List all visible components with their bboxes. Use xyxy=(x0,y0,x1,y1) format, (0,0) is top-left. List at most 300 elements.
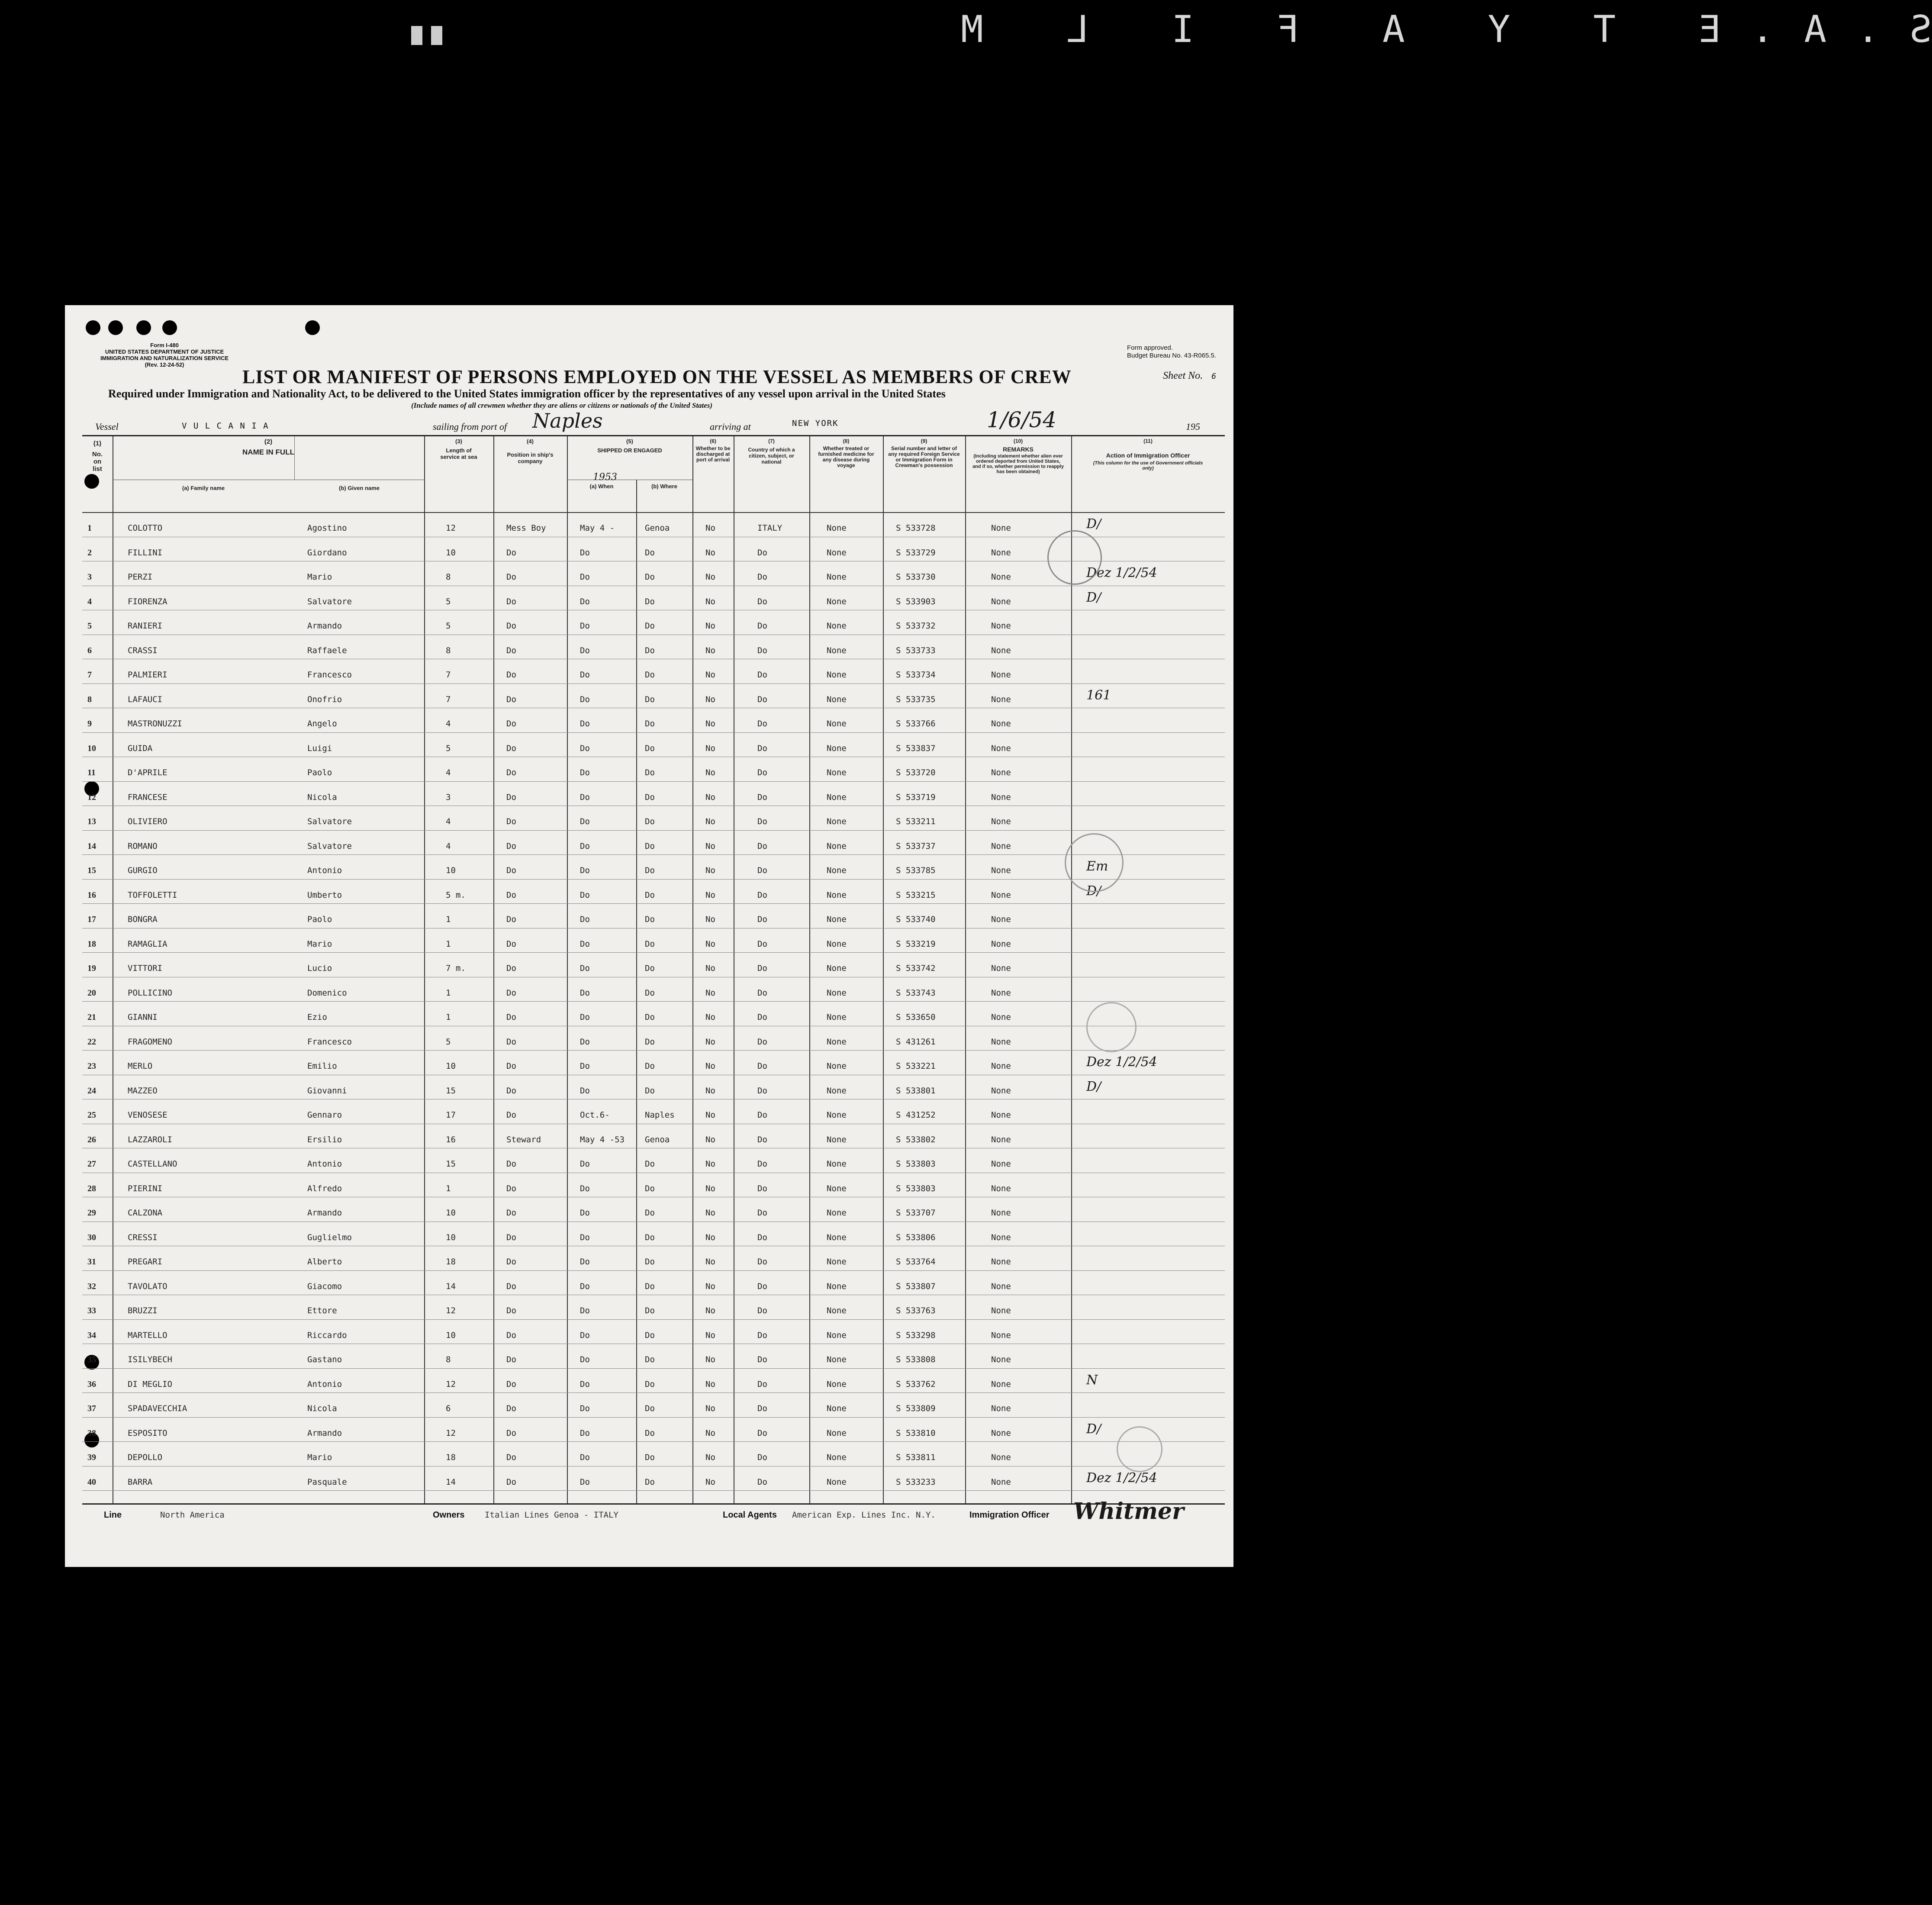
table-row xyxy=(82,1026,1225,1050)
position: Do xyxy=(506,1159,516,1169)
given-name: Gastano xyxy=(307,1355,342,1364)
position: Do xyxy=(506,1330,516,1340)
family-name: TAVOLATO xyxy=(128,1281,167,1291)
remarks: None xyxy=(991,523,1011,533)
length-of-service: 5 m. xyxy=(446,890,466,900)
table-row xyxy=(82,512,1225,536)
length-of-service: 15 xyxy=(446,1159,456,1169)
shipped-where: Do xyxy=(645,1183,655,1193)
length-of-service: 7 xyxy=(446,694,451,704)
remarks: None xyxy=(991,939,1011,949)
position: Mess Boy xyxy=(506,523,546,533)
length-of-service: 6 xyxy=(446,1404,451,1413)
given-name: Riccardo xyxy=(307,1330,347,1340)
to-be-discharged: No xyxy=(705,1061,715,1071)
sailing-port: Naples xyxy=(532,409,603,432)
medicine: None xyxy=(827,866,847,875)
length-of-service: 1 xyxy=(446,939,451,949)
length-of-service: 14 xyxy=(446,1281,456,1291)
table-row xyxy=(82,781,1225,806)
vessel-name: V U L C A N I A xyxy=(182,421,269,431)
medicine: None xyxy=(827,1135,847,1144)
given-name: Antonio xyxy=(307,1379,342,1389)
country: Do xyxy=(757,792,767,802)
shipped-when: Do xyxy=(580,768,590,777)
page-title: LIST OR MANIFEST OF PERSONS EMPLOYED ON THE VESSEL AS MEMBERS OF CREW xyxy=(242,366,1072,387)
given-name: Luigi xyxy=(307,743,332,753)
medicine: None xyxy=(827,1428,847,1438)
page-subtitle: Required under Immigration and Nationality Act, to be delivered to the United States immigration officer by the representatives of any vessel upon arrival in the United States xyxy=(108,387,946,400)
length-of-service: 5 xyxy=(446,1037,451,1047)
family-name: D'APRILE xyxy=(128,768,167,777)
serial-number: S 431252 xyxy=(896,1110,936,1120)
serial-number: S 533810 xyxy=(896,1428,936,1438)
family-name: CASTELLANO xyxy=(128,1159,177,1169)
position: Do xyxy=(506,694,516,704)
length-of-service: 8 xyxy=(446,572,451,582)
film-marks xyxy=(411,26,515,45)
table-row xyxy=(82,1417,1225,1441)
to-be-discharged: No xyxy=(705,572,715,582)
row-number: 36 xyxy=(87,1379,96,1389)
shipped-when: Do xyxy=(580,645,590,655)
punch-hole xyxy=(108,320,123,335)
serial-number: S 533719 xyxy=(896,792,936,802)
officer-action: 161 xyxy=(1086,687,1111,703)
table-row xyxy=(82,659,1225,683)
family-name: RANIERI xyxy=(128,621,163,631)
row-number: 39 xyxy=(87,1453,96,1462)
table-row xyxy=(82,879,1225,903)
length-of-service: 1 xyxy=(446,915,451,924)
form-approval xyxy=(1127,344,1216,360)
row-number: 20 xyxy=(87,988,96,998)
remarks: None xyxy=(991,1086,1011,1096)
medicine: None xyxy=(827,523,847,533)
to-be-discharged: No xyxy=(705,719,715,728)
to-be-discharged: No xyxy=(705,915,715,924)
position: Do xyxy=(506,1453,516,1462)
to-be-discharged: No xyxy=(705,1110,715,1120)
medicine: None xyxy=(827,1232,847,1242)
remarks: None xyxy=(991,1453,1011,1462)
serial-number: S 533733 xyxy=(896,645,936,655)
to-be-discharged: No xyxy=(705,768,715,777)
medicine: None xyxy=(827,1355,847,1364)
officer-action: Em xyxy=(1086,859,1108,874)
shipped-when: Do xyxy=(580,548,590,558)
medicine: None xyxy=(827,964,847,973)
country: Do xyxy=(757,1135,767,1144)
length-of-service: 10 xyxy=(446,1232,456,1242)
table-row xyxy=(82,1466,1225,1490)
shipped-where: Do xyxy=(645,1208,655,1218)
length-of-service: 5 xyxy=(446,621,451,631)
serial-number: S 533215 xyxy=(896,890,936,900)
col-remarks: (10) REMARKS (Including statement whether alien ever ordered deported from United States, and if so, whether permission to reapply has been obtained) xyxy=(972,438,1064,474)
given-name: Onofrio xyxy=(307,694,342,704)
position: Do xyxy=(506,670,516,680)
length-of-service: 3 xyxy=(446,792,451,802)
medicine: None xyxy=(827,645,847,655)
medicine: None xyxy=(827,768,847,777)
remarks: None xyxy=(991,572,1011,582)
shipped-when: Do xyxy=(580,743,590,753)
shipped-when: Do xyxy=(580,1379,590,1389)
shipped-where: Do xyxy=(645,768,655,777)
shipped-where: Genoa xyxy=(645,1135,670,1144)
remarks: None xyxy=(991,621,1011,631)
shipped-where: Do xyxy=(645,1355,655,1364)
col-name: (2) NAME IN FULL xyxy=(242,438,294,456)
punch-hole xyxy=(86,320,100,335)
country: Do xyxy=(757,743,767,753)
serial-number: S 533742 xyxy=(896,964,936,973)
shipped-when: Do xyxy=(580,719,590,728)
to-be-discharged: No xyxy=(705,645,715,655)
remarks: None xyxy=(991,670,1011,680)
shipped-when: Do xyxy=(580,939,590,949)
position: Do xyxy=(506,1281,516,1291)
table-row xyxy=(82,1148,1225,1172)
shipped-where: Do xyxy=(645,1061,655,1071)
country: Do xyxy=(757,768,767,777)
position: Do xyxy=(506,1086,516,1096)
given-name: Giordano xyxy=(307,548,347,558)
shipped-where: Do xyxy=(645,1379,655,1389)
given-name: Mario xyxy=(307,1453,332,1462)
row-number: 33 xyxy=(87,1306,96,1315)
given-name: Nicola xyxy=(307,1404,337,1413)
country: Do xyxy=(757,1477,767,1487)
officer-action: N xyxy=(1086,1372,1098,1388)
shipped-where: Do xyxy=(645,596,655,606)
shipped-where: Do xyxy=(645,645,655,655)
shipped-when: May 4 - xyxy=(580,523,615,533)
row-number: 17 xyxy=(87,915,96,924)
remarks: None xyxy=(991,719,1011,728)
medicine: None xyxy=(827,1306,847,1315)
country: Do xyxy=(757,841,767,851)
table-row xyxy=(82,1441,1225,1466)
family-name: VITTORI xyxy=(128,964,163,973)
arriving-label: arriving at xyxy=(710,421,751,432)
table-row xyxy=(82,928,1225,952)
remarks: None xyxy=(991,548,1011,558)
shipped-where: Do xyxy=(645,939,655,949)
shipped-where: Do xyxy=(645,1477,655,1487)
medicine: None xyxy=(827,1330,847,1340)
country: Do xyxy=(757,1428,767,1438)
remarks: None xyxy=(991,1061,1011,1071)
given-name: Umberto xyxy=(307,890,342,900)
row-number: 27 xyxy=(87,1159,96,1169)
family-name: GUIDA xyxy=(128,743,153,753)
family-name: LAZZAROLI xyxy=(128,1135,172,1144)
col-position: (4) Position in ship's company xyxy=(507,438,554,464)
length-of-service: 4 xyxy=(446,817,451,826)
length-of-service: 10 xyxy=(446,866,456,875)
to-be-discharged: No xyxy=(705,1037,715,1047)
table-row xyxy=(82,586,1225,610)
family-name: MERLO xyxy=(128,1061,153,1071)
table-row xyxy=(82,1050,1225,1074)
table-row xyxy=(82,732,1225,757)
inspection-stamp xyxy=(1086,1002,1137,1052)
country: Do xyxy=(757,1159,767,1169)
shipped-where: Naples xyxy=(645,1110,675,1120)
serial-number: S 533740 xyxy=(896,915,936,924)
officer-action: D/ xyxy=(1086,1421,1101,1437)
shipped-where: Do xyxy=(645,1232,655,1242)
serial-number: S 533766 xyxy=(896,719,936,728)
family-name: FILLINI xyxy=(128,548,163,558)
row-number: 38 xyxy=(87,1428,96,1438)
position: Do xyxy=(506,621,516,631)
remarks: None xyxy=(991,1037,1011,1047)
position: Do xyxy=(506,841,516,851)
shipped-where: Do xyxy=(645,964,655,973)
medicine: None xyxy=(827,670,847,680)
length-of-service: 5 xyxy=(446,596,451,606)
remarks: None xyxy=(991,1012,1011,1022)
to-be-discharged: No xyxy=(705,743,715,753)
film-header-text: S.A.E T Y A F I L M xyxy=(931,8,1932,51)
length-of-service: 18 xyxy=(446,1453,456,1462)
country: Do xyxy=(757,1306,767,1315)
year-label: 195 xyxy=(1186,421,1200,432)
position: Do xyxy=(506,743,516,753)
length-of-service: 4 xyxy=(446,841,451,851)
to-be-discharged: No xyxy=(705,890,715,900)
shipped-when: Do xyxy=(580,1257,590,1267)
table-row xyxy=(82,854,1225,879)
table-row xyxy=(82,1246,1225,1270)
shipped-where: Do xyxy=(645,817,655,826)
row-number: 30 xyxy=(87,1232,96,1242)
country: Do xyxy=(757,596,767,606)
row-number: 24 xyxy=(87,1086,96,1096)
table-row xyxy=(82,635,1225,659)
row-number: 40 xyxy=(87,1477,96,1487)
remarks: None xyxy=(991,964,1011,973)
length-of-service: 12 xyxy=(446,1379,456,1389)
country: Do xyxy=(757,572,767,582)
row-number: 19 xyxy=(87,964,96,973)
officer-action: D/ xyxy=(1086,883,1101,899)
table-row xyxy=(82,1197,1225,1221)
arrival-date: 1/6/54 xyxy=(987,407,1056,432)
given-name: Mario xyxy=(307,939,332,949)
position: Do xyxy=(506,1232,516,1242)
given-name: Antonio xyxy=(307,1159,342,1169)
owners-value: Italian Lines Genoa - ITALY xyxy=(485,1510,618,1520)
position: Do xyxy=(506,645,516,655)
country: Do xyxy=(757,1281,767,1291)
medicine: None xyxy=(827,1183,847,1193)
serial-number: S 533785 xyxy=(896,866,936,875)
family-name: RAMAGLIA xyxy=(128,939,167,949)
country: Do xyxy=(757,1232,767,1242)
remarks: None xyxy=(991,866,1011,875)
given-name: Emilio xyxy=(307,1061,337,1071)
film-strip xyxy=(0,0,1932,69)
position: Do xyxy=(506,1404,516,1413)
form-number: Form I-480 xyxy=(150,342,179,348)
remarks: None xyxy=(991,1355,1011,1364)
position: Do xyxy=(506,1012,516,1022)
given-name: Francesco xyxy=(307,1037,352,1047)
officer-action: Dez 1/2/54 xyxy=(1086,1054,1157,1070)
shipped-where: Do xyxy=(645,988,655,998)
medicine: None xyxy=(827,1110,847,1120)
medicine: None xyxy=(827,1037,847,1047)
shipped-when: Do xyxy=(580,1477,590,1487)
family-name: LAFAUCI xyxy=(128,694,163,704)
position: Do xyxy=(506,817,516,826)
length-of-service: 16 xyxy=(446,1135,456,1144)
family-name: BARRA xyxy=(128,1477,153,1487)
length-of-service: 17 xyxy=(446,1110,456,1120)
shipped-when: Do xyxy=(580,621,590,631)
row-number: 32 xyxy=(87,1281,96,1291)
remarks: None xyxy=(991,1428,1011,1438)
table-row xyxy=(82,708,1225,732)
medicine: None xyxy=(827,694,847,704)
to-be-discharged: No xyxy=(705,694,715,704)
owners-label: Owners xyxy=(433,1510,465,1520)
serial-number: S 533728 xyxy=(896,523,936,533)
family-name: FIORENZA xyxy=(128,596,167,606)
to-be-discharged: No xyxy=(705,964,715,973)
row-number: 8 xyxy=(87,694,92,704)
shipped-where: Do xyxy=(645,572,655,582)
shipped-where: Do xyxy=(645,1453,655,1462)
position: Do xyxy=(506,1061,516,1071)
serial-number: S 533811 xyxy=(896,1453,936,1462)
family-name: BRUZZI xyxy=(128,1306,158,1315)
given-name: Agostino xyxy=(307,523,347,533)
family-name: SPADAVECCHIA xyxy=(128,1404,187,1413)
row-number: 26 xyxy=(87,1135,96,1144)
year-annotation: 1953 xyxy=(593,472,617,483)
row-number: 31 xyxy=(87,1257,96,1267)
family-name: FRANCESE xyxy=(128,792,167,802)
country: ITALY xyxy=(757,523,782,533)
punch-hole xyxy=(136,320,151,335)
service: IMMIGRATION AND NATURALIZATION SERVICE xyxy=(100,355,229,361)
table-row xyxy=(82,1173,1225,1197)
table-row xyxy=(82,1270,1225,1295)
given-name: Salvatore xyxy=(307,841,352,851)
to-be-discharged: No xyxy=(705,841,715,851)
medicine: None xyxy=(827,548,847,558)
country: Do xyxy=(757,1061,767,1071)
shipped-where: Do xyxy=(645,1428,655,1438)
family-name: OLIVIERO xyxy=(128,817,167,826)
length-of-service: 12 xyxy=(446,1428,456,1438)
to-be-discharged: No xyxy=(705,1281,715,1291)
to-be-discharged: No xyxy=(705,792,715,802)
given-name: Antonio xyxy=(307,866,342,875)
remarks: None xyxy=(991,1208,1011,1218)
medicine: None xyxy=(827,890,847,900)
remarks: None xyxy=(991,890,1011,900)
to-be-discharged: No xyxy=(705,548,715,558)
serial-number: S 533801 xyxy=(896,1086,936,1096)
given-name: Salvatore xyxy=(307,596,352,606)
shipped-when: Do xyxy=(580,1232,590,1242)
to-be-discharged: No xyxy=(705,1355,715,1364)
shipped-where: Do xyxy=(645,890,655,900)
country: Do xyxy=(757,939,767,949)
remarks: None xyxy=(991,817,1011,826)
shipped-when: Do xyxy=(580,890,590,900)
shipped-where: Do xyxy=(645,694,655,704)
medicine: None xyxy=(827,841,847,851)
medicine: None xyxy=(827,572,847,582)
medicine: None xyxy=(827,1281,847,1291)
length-of-service: 5 xyxy=(446,743,451,753)
medicine: None xyxy=(827,939,847,949)
row-number: 37 xyxy=(87,1404,96,1413)
col-serial: (9) Serial number and letter of any required Foreign Service or Immigration Form in Crewman's possession xyxy=(888,438,960,468)
given-name: Alberto xyxy=(307,1257,342,1267)
row-number: 22 xyxy=(87,1037,96,1047)
position: Do xyxy=(506,988,516,998)
serial-number: S 533211 xyxy=(896,817,936,826)
col-where: (b) Where xyxy=(651,483,677,490)
col-shipped: (5) SHIPPED OR ENGAGED xyxy=(597,438,662,454)
shipped-when: May 4 -53 xyxy=(580,1135,625,1144)
position: Steward xyxy=(506,1135,541,1144)
to-be-discharged: No xyxy=(705,670,715,680)
serial-number: S 533737 xyxy=(896,841,936,851)
country: Do xyxy=(757,890,767,900)
given-name: Giacomo xyxy=(307,1281,342,1291)
serial-number: S 533808 xyxy=(896,1355,936,1364)
shipped-where: Do xyxy=(645,1159,655,1169)
position: Do xyxy=(506,792,516,802)
medicine: None xyxy=(827,1453,847,1462)
col-given: (b) Given name xyxy=(339,485,380,491)
medicine: None xyxy=(827,915,847,924)
country: Do xyxy=(757,1183,767,1193)
shipped-when: Do xyxy=(580,596,590,606)
shipped-when: Oct.6- xyxy=(580,1110,610,1120)
row-number: 14 xyxy=(87,841,96,851)
to-be-discharged: No xyxy=(705,817,715,826)
length-of-service: 4 xyxy=(446,768,451,777)
table-row xyxy=(82,830,1225,854)
to-be-discharged: No xyxy=(705,523,715,533)
family-name: DEPOLLO xyxy=(128,1453,163,1462)
table-row xyxy=(82,903,1225,928)
country: Do xyxy=(757,1110,767,1120)
table-row xyxy=(82,1099,1225,1123)
serial-number: S 533650 xyxy=(896,1012,936,1022)
line-value: North America xyxy=(160,1510,225,1520)
table-row xyxy=(82,1124,1225,1148)
position: Do xyxy=(506,1306,516,1315)
country: Do xyxy=(757,964,767,973)
shipped-when: Do xyxy=(580,964,590,973)
to-be-discharged: No xyxy=(705,1012,715,1022)
sailing-label: sailing from port of xyxy=(433,421,507,432)
to-be-discharged: No xyxy=(705,1404,715,1413)
shipped-when: Do xyxy=(580,1330,590,1340)
row-number: 16 xyxy=(87,890,96,900)
